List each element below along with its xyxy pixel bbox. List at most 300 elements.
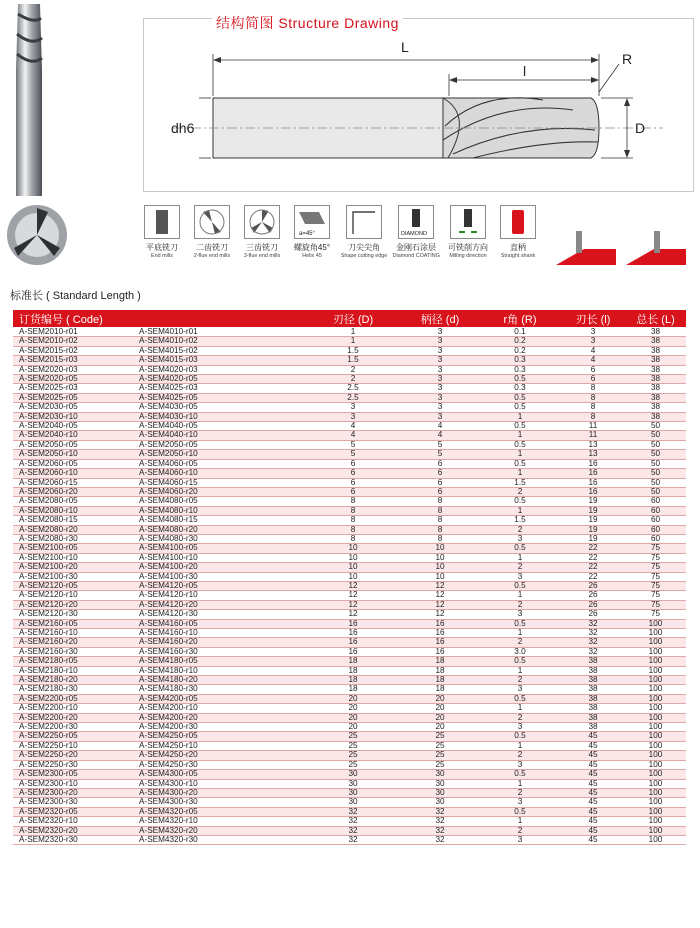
cell-code-a: A-SEM2040-r05 bbox=[13, 422, 139, 431]
cell-code-a: A-SEM2250-r05 bbox=[13, 732, 139, 741]
table-row bbox=[13, 337, 686, 346]
cell-blade-length: 26 bbox=[561, 581, 625, 590]
cell-shank-diameter: 32 bbox=[401, 817, 479, 826]
cell-shank-diameter: 12 bbox=[401, 610, 479, 619]
cell-code-b: A-SEM4120-r05 bbox=[139, 581, 305, 590]
cell-blade-diameter: 10 bbox=[305, 563, 401, 572]
cell-total-length: 75 bbox=[625, 600, 686, 609]
cell-code-a: A-SEM2180-r20 bbox=[13, 676, 139, 685]
milling-direction-icon: 可铣削方向 Milling direction bbox=[442, 205, 494, 259]
cell-total-length: 50 bbox=[625, 469, 686, 478]
table-row bbox=[13, 356, 686, 365]
cell-code-a: A-SEM2320-r05 bbox=[13, 807, 139, 816]
cell-blade-length: 45 bbox=[561, 798, 625, 807]
cell-code-b: A-SEM4100-r20 bbox=[139, 563, 305, 572]
cell-total-length: 100 bbox=[625, 694, 686, 703]
cell-shank-diameter: 32 bbox=[401, 807, 479, 816]
cell-blade-diameter: 16 bbox=[305, 629, 401, 638]
tool-photo bbox=[4, 0, 52, 198]
drawing-title: 结构简图 Structure Drawing bbox=[212, 13, 403, 33]
table-row bbox=[13, 619, 686, 628]
cell-blade-length: 16 bbox=[561, 459, 625, 468]
cell-total-length: 100 bbox=[625, 629, 686, 638]
cell-corner-radius: 3 bbox=[479, 723, 561, 732]
cell-shank-diameter: 18 bbox=[401, 666, 479, 675]
cell-code-b: A-SEM4200-r20 bbox=[139, 713, 305, 722]
cell-shank-diameter: 16 bbox=[401, 647, 479, 656]
cell-code-b: A-SEM4025-r05 bbox=[139, 393, 305, 402]
cell-corner-radius: 1 bbox=[479, 469, 561, 478]
cell-code-a: A-SEM2300-r20 bbox=[13, 788, 139, 797]
table-row bbox=[13, 694, 686, 703]
cell-blade-length: 45 bbox=[561, 826, 625, 835]
cell-blade-diameter: 3 bbox=[305, 403, 401, 412]
cell-blade-diameter: 18 bbox=[305, 676, 401, 685]
cell-corner-radius: 1.5 bbox=[479, 516, 561, 525]
cell-blade-length: 19 bbox=[561, 516, 625, 525]
cell-blade-length: 19 bbox=[561, 497, 625, 506]
cell-blade-diameter: 25 bbox=[305, 760, 401, 769]
dim-L-label: L bbox=[401, 39, 409, 55]
cell-total-length: 50 bbox=[625, 450, 686, 459]
cell-code-b: A-SEM4300-r30 bbox=[139, 798, 305, 807]
table-row bbox=[13, 826, 686, 835]
cell-shank-diameter: 30 bbox=[401, 798, 479, 807]
cell-corner-radius: 1 bbox=[479, 629, 561, 638]
cell-shank-diameter: 3 bbox=[401, 365, 479, 374]
structure-drawing bbox=[143, 30, 692, 190]
cell-code-b: A-SEM4250-r10 bbox=[139, 741, 305, 750]
feature-icons bbox=[136, 205, 700, 275]
cell-total-length: 50 bbox=[625, 431, 686, 440]
cell-code-a: A-SEM2080-r20 bbox=[13, 525, 139, 534]
table-row bbox=[13, 591, 686, 600]
cell-code-a: A-SEM2030-r10 bbox=[13, 412, 139, 421]
cell-code-a: A-SEM2015-r03 bbox=[13, 356, 139, 365]
cell-blade-length: 22 bbox=[561, 572, 625, 581]
cell-blade-diameter: 12 bbox=[305, 600, 401, 609]
cell-total-length: 100 bbox=[625, 798, 686, 807]
spec-table bbox=[13, 310, 686, 845]
cell-code-b: A-SEM4200-r10 bbox=[139, 704, 305, 713]
cell-code-b: A-SEM4180-r20 bbox=[139, 676, 305, 685]
cell-shank-diameter: 20 bbox=[401, 713, 479, 722]
cell-blade-length: 16 bbox=[561, 478, 625, 487]
cell-blade-length: 38 bbox=[561, 676, 625, 685]
cell-blade-length: 38 bbox=[561, 704, 625, 713]
cell-code-a: A-SEM2080-r10 bbox=[13, 506, 139, 515]
cell-corner-radius: 0.5 bbox=[479, 393, 561, 402]
cell-corner-radius: 2 bbox=[479, 788, 561, 797]
cell-corner-radius: 2 bbox=[479, 638, 561, 647]
cell-code-b: A-SEM4080-r10 bbox=[139, 506, 305, 515]
cell-shank-diameter: 5 bbox=[401, 450, 479, 459]
cell-total-length: 100 bbox=[625, 685, 686, 694]
cell-blade-diameter: 30 bbox=[305, 798, 401, 807]
cell-code-b: A-SEM4250-r30 bbox=[139, 760, 305, 769]
cell-blade-diameter: 25 bbox=[305, 732, 401, 741]
cell-code-a: A-SEM2320-r30 bbox=[13, 835, 139, 844]
cell-corner-radius: 0.2 bbox=[479, 337, 561, 346]
cell-code-b: A-SEM4010-r01 bbox=[139, 328, 305, 337]
cell-code-a: A-SEM2300-r30 bbox=[13, 798, 139, 807]
cell-code-a: A-SEM2025-r03 bbox=[13, 384, 139, 393]
cell-total-length: 50 bbox=[625, 478, 686, 487]
cell-total-length: 60 bbox=[625, 525, 686, 534]
cell-code-b: A-SEM4100-r05 bbox=[139, 544, 305, 553]
cell-total-length: 38 bbox=[625, 412, 686, 421]
cell-blade-diameter: 32 bbox=[305, 817, 401, 826]
cell-code-b: A-SEM4160-r05 bbox=[139, 619, 305, 628]
cell-corner-radius: 2 bbox=[479, 676, 561, 685]
table-row bbox=[13, 328, 686, 337]
cell-blade-diameter: 2 bbox=[305, 365, 401, 374]
cell-total-length: 100 bbox=[625, 676, 686, 685]
cell-blade-diameter: 20 bbox=[305, 694, 401, 703]
cell-total-length: 100 bbox=[625, 619, 686, 628]
cell-code-a: A-SEM2030-r05 bbox=[13, 403, 139, 412]
cell-blade-diameter: 4 bbox=[305, 431, 401, 440]
cell-corner-radius: 3 bbox=[479, 798, 561, 807]
dim-D-label: D bbox=[635, 120, 646, 136]
cell-code-b: A-SEM4160-r30 bbox=[139, 647, 305, 656]
dim-R-label: R bbox=[622, 51, 633, 67]
cell-shank-diameter: 6 bbox=[401, 459, 479, 468]
header-area bbox=[0, 0, 700, 275]
cell-blade-diameter: 32 bbox=[305, 826, 401, 835]
cell-shank-diameter: 10 bbox=[401, 544, 479, 553]
cell-code-b: A-SEM4080-r30 bbox=[139, 534, 305, 543]
cutting-edge-icon: 刀尖尖角 Shape cutting edge bbox=[338, 205, 390, 259]
header-corner-radius: r角 (R) bbox=[479, 310, 561, 328]
cell-code-b: A-SEM4300-r10 bbox=[139, 779, 305, 788]
cell-shank-diameter: 8 bbox=[401, 525, 479, 534]
table-row bbox=[13, 751, 686, 760]
table-row bbox=[13, 581, 686, 590]
cell-code-a: A-SEM2120-r30 bbox=[13, 610, 139, 619]
table-row bbox=[13, 666, 686, 675]
cell-blade-diameter: 2 bbox=[305, 375, 401, 384]
cell-total-length: 100 bbox=[625, 817, 686, 826]
cell-blade-length: 45 bbox=[561, 779, 625, 788]
cell-total-length: 38 bbox=[625, 365, 686, 374]
table-row bbox=[13, 685, 686, 694]
table-row bbox=[13, 553, 686, 562]
cell-total-length: 38 bbox=[625, 393, 686, 402]
cell-code-b: A-SEM4320-r05 bbox=[139, 807, 305, 816]
cell-code-a: A-SEM2100-r05 bbox=[13, 544, 139, 553]
cell-blade-length: 19 bbox=[561, 534, 625, 543]
cell-blade-diameter: 30 bbox=[305, 779, 401, 788]
cell-corner-radius: 1.5 bbox=[479, 478, 561, 487]
cell-blade-diameter: 8 bbox=[305, 516, 401, 525]
cell-corner-radius: 3 bbox=[479, 610, 561, 619]
cell-shank-diameter: 6 bbox=[401, 487, 479, 496]
cell-code-b: A-SEM4060-r20 bbox=[139, 487, 305, 496]
cell-blade-diameter: 18 bbox=[305, 666, 401, 675]
cell-shank-diameter: 10 bbox=[401, 553, 479, 562]
table-row bbox=[13, 572, 686, 581]
cell-code-a: A-SEM2120-r05 bbox=[13, 581, 139, 590]
cell-code-a: A-SEM2320-r10 bbox=[13, 817, 139, 826]
cell-blade-diameter: 30 bbox=[305, 770, 401, 779]
diamond-coating-icon: DIAMOND 金刚石涂层 Diamond COATING bbox=[390, 205, 442, 259]
cell-code-a: A-SEM2015-r02 bbox=[13, 346, 139, 355]
cell-shank-diameter: 25 bbox=[401, 732, 479, 741]
table-row bbox=[13, 676, 686, 685]
cell-total-length: 60 bbox=[625, 497, 686, 506]
cell-blade-diameter: 2.5 bbox=[305, 393, 401, 402]
table-row bbox=[13, 629, 686, 638]
table-row bbox=[13, 469, 686, 478]
cell-shank-diameter: 16 bbox=[401, 619, 479, 628]
cell-blade-length: 45 bbox=[561, 788, 625, 797]
cell-code-a: A-SEM2160-r05 bbox=[13, 619, 139, 628]
cell-code-a: A-SEM2060-r20 bbox=[13, 487, 139, 496]
cell-shank-diameter: 3 bbox=[401, 346, 479, 355]
table-row bbox=[13, 741, 686, 750]
cell-code-b: A-SEM4320-r30 bbox=[139, 835, 305, 844]
cell-shank-diameter: 12 bbox=[401, 600, 479, 609]
cell-blade-length: 11 bbox=[561, 422, 625, 431]
cell-blade-diameter: 20 bbox=[305, 704, 401, 713]
cell-corner-radius: 3.0 bbox=[479, 647, 561, 656]
cell-corner-radius: 1 bbox=[479, 506, 561, 515]
table-row bbox=[13, 478, 686, 487]
cell-shank-diameter: 3 bbox=[401, 337, 479, 346]
cell-blade-length: 45 bbox=[561, 835, 625, 844]
cell-blade-length: 13 bbox=[561, 450, 625, 459]
cell-blade-length: 38 bbox=[561, 685, 625, 694]
cell-corner-radius: 1 bbox=[479, 779, 561, 788]
cell-total-length: 75 bbox=[625, 610, 686, 619]
cell-code-b: A-SEM4320-r10 bbox=[139, 817, 305, 826]
cell-code-a: A-SEM2020-r03 bbox=[13, 365, 139, 374]
cell-total-length: 100 bbox=[625, 807, 686, 816]
cell-code-a: A-SEM2100-r30 bbox=[13, 572, 139, 581]
header-blade-diameter: 刃径 (D) bbox=[305, 310, 401, 328]
table-row bbox=[13, 600, 686, 609]
table-row bbox=[13, 450, 686, 459]
table-row bbox=[13, 638, 686, 647]
cell-blade-diameter: 12 bbox=[305, 581, 401, 590]
cell-blade-diameter: 16 bbox=[305, 638, 401, 647]
cell-total-length: 50 bbox=[625, 440, 686, 449]
cell-corner-radius: 0.5 bbox=[479, 732, 561, 741]
cell-corner-radius: 2 bbox=[479, 751, 561, 760]
cell-code-b: A-SEM4160-r20 bbox=[139, 638, 305, 647]
table-row bbox=[13, 563, 686, 572]
end-mill-icon: 平底铣刀 End mills bbox=[136, 205, 188, 259]
cell-blade-diameter: 16 bbox=[305, 647, 401, 656]
cell-corner-radius: 0.5 bbox=[479, 422, 561, 431]
table-row bbox=[13, 487, 686, 496]
cell-blade-length: 16 bbox=[561, 469, 625, 478]
cell-shank-diameter: 20 bbox=[401, 694, 479, 703]
cell-code-a: A-SEM2080-r30 bbox=[13, 534, 139, 543]
cell-code-b: A-SEM4180-r05 bbox=[139, 657, 305, 666]
cell-blade-diameter: 1.5 bbox=[305, 346, 401, 355]
cell-shank-diameter: 8 bbox=[401, 516, 479, 525]
cell-shank-diameter: 30 bbox=[401, 788, 479, 797]
cell-code-a: A-SEM2080-r15 bbox=[13, 516, 139, 525]
cell-corner-radius: 2 bbox=[479, 600, 561, 609]
cell-corner-radius: 0.5 bbox=[479, 657, 561, 666]
cell-blade-length: 45 bbox=[561, 751, 625, 760]
cell-total-length: 100 bbox=[625, 835, 686, 844]
cell-code-b: A-SEM2050-r05 bbox=[139, 440, 305, 449]
cell-blade-length: 8 bbox=[561, 384, 625, 393]
cell-blade-length: 32 bbox=[561, 647, 625, 656]
cell-code-a: A-SEM2320-r20 bbox=[13, 826, 139, 835]
cell-blade-diameter: 30 bbox=[305, 788, 401, 797]
cell-total-length: 100 bbox=[625, 713, 686, 722]
cell-code-a: A-SEM2200-r05 bbox=[13, 694, 139, 703]
cell-blade-length: 8 bbox=[561, 403, 625, 412]
table-row bbox=[13, 788, 686, 797]
cell-code-a: A-SEM2250-r30 bbox=[13, 760, 139, 769]
cell-total-length: 38 bbox=[625, 328, 686, 337]
table-row bbox=[13, 779, 686, 788]
cell-shank-diameter: 3 bbox=[401, 375, 479, 384]
cell-blade-diameter: 1.5 bbox=[305, 356, 401, 365]
cell-code-b: A-SEM4080-r15 bbox=[139, 516, 305, 525]
cell-shank-diameter: 3 bbox=[401, 328, 479, 337]
cell-blade-length: 8 bbox=[561, 393, 625, 402]
cell-code-a: A-SEM2200-r10 bbox=[13, 704, 139, 713]
cell-corner-radius: 0.5 bbox=[479, 375, 561, 384]
dim-l-label: l bbox=[523, 63, 527, 79]
cell-blade-length: 4 bbox=[561, 356, 625, 365]
cell-blade-length: 6 bbox=[561, 365, 625, 374]
cell-code-a: A-SEM2200-r20 bbox=[13, 713, 139, 722]
cell-blade-length: 45 bbox=[561, 807, 625, 816]
cell-code-a: A-SEM2250-r10 bbox=[13, 741, 139, 750]
cell-code-a: A-SEM2060-r05 bbox=[13, 459, 139, 468]
cell-blade-diameter: 8 bbox=[305, 525, 401, 534]
cell-corner-radius: 1 bbox=[479, 704, 561, 713]
cell-code-a: A-SEM2160-r20 bbox=[13, 638, 139, 647]
table-row bbox=[13, 713, 686, 722]
cell-corner-radius: 0.5 bbox=[479, 807, 561, 816]
cell-code-a: A-SEM2100-r10 bbox=[13, 553, 139, 562]
table-row bbox=[13, 657, 686, 666]
cell-code-a: A-SEM2160-r10 bbox=[13, 629, 139, 638]
cell-code-a: A-SEM2010-r02 bbox=[13, 337, 139, 346]
cell-code-a: A-SEM2120-r10 bbox=[13, 591, 139, 600]
cell-code-b: A-SEM4040-r05 bbox=[139, 422, 305, 431]
cell-blade-diameter: 6 bbox=[305, 459, 401, 468]
cell-code-a: A-SEM2020-r05 bbox=[13, 375, 139, 384]
cell-total-length: 100 bbox=[625, 770, 686, 779]
cell-total-length: 38 bbox=[625, 337, 686, 346]
cell-code-b: A-SEM4060-r15 bbox=[139, 478, 305, 487]
cell-blade-diameter: 25 bbox=[305, 741, 401, 750]
cell-shank-diameter: 3 bbox=[401, 384, 479, 393]
cell-blade-diameter: 6 bbox=[305, 469, 401, 478]
cell-total-length: 75 bbox=[625, 581, 686, 590]
table-row bbox=[13, 459, 686, 468]
cell-blade-length: 22 bbox=[561, 553, 625, 562]
cell-corner-radius: 2 bbox=[479, 563, 561, 572]
table-row bbox=[13, 770, 686, 779]
cell-blade-length: 38 bbox=[561, 723, 625, 732]
table-row bbox=[13, 393, 686, 402]
cell-corner-radius: 3 bbox=[479, 760, 561, 769]
cell-blade-diameter: 10 bbox=[305, 572, 401, 581]
cell-shank-diameter: 3 bbox=[401, 412, 479, 421]
cell-corner-radius: 0.5 bbox=[479, 440, 561, 449]
table-row bbox=[13, 723, 686, 732]
milling-diagram-icon bbox=[554, 227, 694, 267]
cell-corner-radius: 0.5 bbox=[479, 619, 561, 628]
table-row bbox=[13, 365, 686, 374]
cell-total-length: 75 bbox=[625, 544, 686, 553]
cell-code-b: A-SEM4060-r05 bbox=[139, 459, 305, 468]
cell-blade-length: 38 bbox=[561, 694, 625, 703]
cell-blade-diameter: 1 bbox=[305, 337, 401, 346]
cell-corner-radius: 1 bbox=[479, 817, 561, 826]
cell-blade-length: 4 bbox=[561, 346, 625, 355]
cell-blade-length: 19 bbox=[561, 506, 625, 515]
cell-total-length: 60 bbox=[625, 534, 686, 543]
cell-total-length: 75 bbox=[625, 553, 686, 562]
cell-shank-diameter: 16 bbox=[401, 638, 479, 647]
cell-code-a: A-SEM2160-r30 bbox=[13, 647, 139, 656]
cell-code-a: A-SEM2250-r20 bbox=[13, 751, 139, 760]
cell-code-b: A-SEM4120-r10 bbox=[139, 591, 305, 600]
cell-code-b: A-SEM4010-r02 bbox=[139, 337, 305, 346]
cell-blade-diameter: 3 bbox=[305, 412, 401, 421]
cell-shank-diameter: 18 bbox=[401, 676, 479, 685]
cell-total-length: 38 bbox=[625, 346, 686, 355]
table-row bbox=[13, 403, 686, 412]
table-row bbox=[13, 704, 686, 713]
table-row bbox=[13, 835, 686, 844]
cell-shank-diameter: 5 bbox=[401, 440, 479, 449]
cell-code-a: A-SEM2180-r10 bbox=[13, 666, 139, 675]
cell-total-length: 100 bbox=[625, 826, 686, 835]
cell-blade-diameter: 32 bbox=[305, 835, 401, 844]
cell-code-a: A-SEM2300-r10 bbox=[13, 779, 139, 788]
cell-blade-diameter: 16 bbox=[305, 619, 401, 628]
section-title: 标准长 ( Standard Length ) bbox=[10, 290, 141, 302]
cell-code-a: A-SEM2060-r10 bbox=[13, 469, 139, 478]
cell-code-b: A-SEM2050-r10 bbox=[139, 450, 305, 459]
table-row bbox=[13, 384, 686, 393]
cell-corner-radius: 0.3 bbox=[479, 384, 561, 393]
cell-shank-diameter: 10 bbox=[401, 563, 479, 572]
cell-total-length: 100 bbox=[625, 704, 686, 713]
cell-code-b: A-SEM4250-r05 bbox=[139, 732, 305, 741]
cell-code-a: A-SEM2180-r30 bbox=[13, 685, 139, 694]
table-row bbox=[13, 760, 686, 769]
cell-code-b: A-SEM4015-r02 bbox=[139, 346, 305, 355]
cell-shank-diameter: 16 bbox=[401, 629, 479, 638]
cell-corner-radius: 1 bbox=[479, 666, 561, 675]
cell-shank-diameter: 4 bbox=[401, 431, 479, 440]
cell-shank-diameter: 18 bbox=[401, 657, 479, 666]
cell-code-b: A-SEM4180-r30 bbox=[139, 685, 305, 694]
table-row bbox=[13, 534, 686, 543]
cell-code-a: A-SEM2050-r10 bbox=[13, 450, 139, 459]
cell-code-a: A-SEM2050-r05 bbox=[13, 440, 139, 449]
cell-blade-length: 32 bbox=[561, 638, 625, 647]
cell-shank-diameter: 32 bbox=[401, 826, 479, 835]
cell-code-a: A-SEM2200-r30 bbox=[13, 723, 139, 732]
table-row bbox=[13, 497, 686, 506]
cell-total-length: 75 bbox=[625, 563, 686, 572]
